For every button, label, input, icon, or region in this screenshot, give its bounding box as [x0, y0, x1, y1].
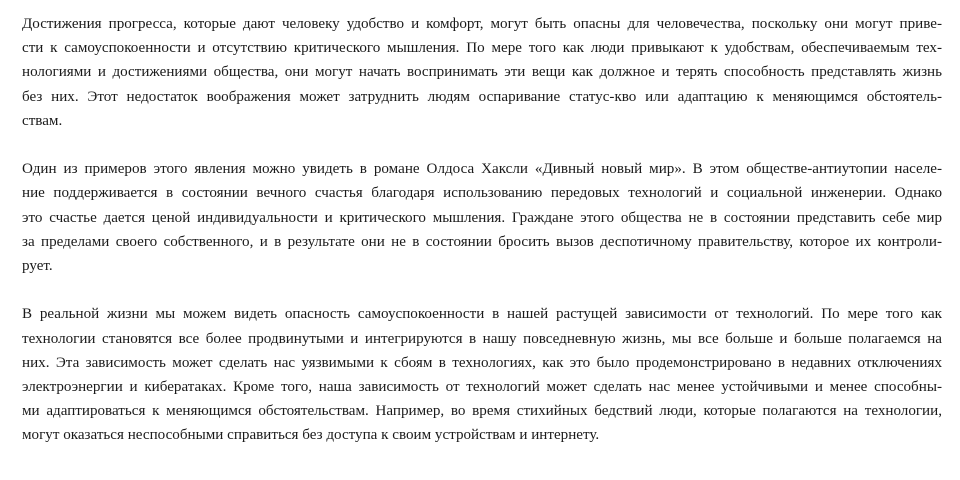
paragraph-2: [22, 157, 942, 278]
text-line: них. Эта зависимость может сделать нас уязвимыми к сбоям в технологиях, как это было продемонстрировано в недавних отключениях: [22, 354, 942, 371]
text-line: могут оказаться неспособными справиться без доступа к своим устройствам и интернету.: [22, 427, 600, 444]
text-line: рует.: [22, 258, 53, 275]
paragraph-1: [22, 12, 942, 133]
text-line: за пределами своего собственного, и в результате они не в состоянии бросить вызов деспотичному правительству, которое их контроли-: [22, 233, 942, 250]
text-line: это счастье дается ценой индивидуальности и критического мышления. Граждане этого общества не в состоянии представить себе мир: [22, 209, 942, 226]
text-line: ние поддерживается в состоянии вечного счастья благодаря использованию передовых технологий и социальной инженерии. Однако: [22, 185, 942, 202]
text-line: сти к самоуспокоенности и отсутствию критического мышления. По мере того как люди привыкают к удобствам, обеспечиваемым тех-: [22, 40, 942, 57]
text-line: электроэнергии и кибератаках. Кроме того, наша зависимость от технологий может сделать нас менее устойчивыми и менее способны-: [22, 379, 942, 396]
text-line: ствам.: [22, 112, 63, 129]
text-line: В реальной жизни мы можем видеть опасность самоуспокоенности в нашей растущей зависимости от технологий. По мере того как: [22, 306, 942, 323]
text-line: нологиями и достижениями общества, они могут начать воспринимать эти вещи как должное и терять способность представлять жизнь: [22, 64, 942, 81]
paragraph-3: [22, 302, 942, 447]
text-line: ми адаптироваться к меняющимся обстоятельствам. Например, во время стихийных бедствий люди, которые полагаются на технологии,: [22, 403, 942, 420]
document-body: [22, 12, 942, 472]
text-line: технологии становятся все более продвинутыми и интегрируются в нашу повседневную жизнь, мы все больше и больше полагаемся на: [22, 330, 942, 347]
text-line: Достижения прогресса, которые дают человеку удобство и комфорт, могут быть опасны для человечества, поскольку они могут приве-: [22, 16, 942, 32]
text-line: без них. Этот недостаток воображения может затруднить людям оспаривание статус-кво или адаптацию к меняющимся обстоятель-: [22, 88, 942, 105]
text-line: Один из примеров этого явления можно увидеть в романе Олдоса Хаксли «Дивный новый мир». В этом обществе-антиутопии населе-: [22, 161, 942, 178]
